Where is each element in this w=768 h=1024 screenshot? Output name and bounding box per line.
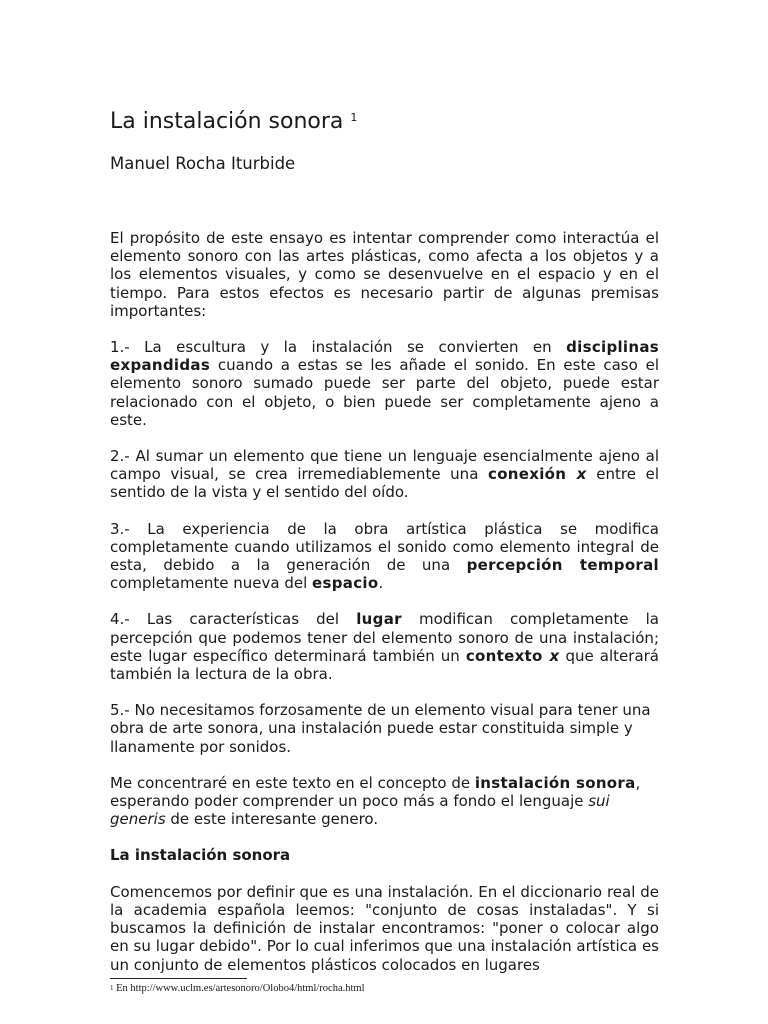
premise-2: 2.- Al sumar un elemento que tiene un lenguaje esencialmente ajeno al campo visual, se crea irremediablemente una conexión x entre el sentido de la vista y el sentido del oído. [110, 447, 659, 502]
emphasis-lugar: lugar [356, 610, 402, 629]
author-name: Manuel Rocha Iturbide [110, 154, 296, 173]
footnote [110, 982, 365, 995]
emphasis-instalacion-sonora: instalación sonora [474, 773, 636, 792]
emphasis-contexto: contexto x [465, 646, 560, 665]
premise-3: 3.- La experiencia de la obra artística plástica se modifica completamente cuando utilizamos el sonido como elemento integral de esta, debido a la generación de una percepción temporal completamente nueva del espacio. [110, 519, 659, 593]
emphasis-conexion: conexión x [488, 465, 587, 484]
footnote-text[interactable]: En http://www.uclm.es/artesonoro/Olobo4/html/rocha.html [113, 983, 365, 994]
premise-4: 4.- Las características del lugar modifican completamente la percepción que podemos tener del elemento sonoro de una instalación; este lugar específico determinará también un contexto x que alterará también la lectura de la obra. [110, 610, 659, 684]
document-body [110, 229, 659, 992]
footnote-divider [110, 978, 247, 979]
definition-paragraph: Comencemos por definir que es una instalación. En el diccionario real de la academia española leemos: "conjunto de cosas instaladas". Y si buscamos la definición de instalar encontramos: "poner o colocar algo en su lugar debido". Por lo cual inferimos que una instalación artística es un conjunto de elementos plásticos colocados en lugares [110, 882, 659, 974]
emphasis-percepcion-temporal: percepción temporal [466, 556, 659, 575]
document-title [110, 108, 357, 136]
emphasis-espacio: espacio [312, 574, 379, 593]
premise-1: 1.- La escultura y la instalación se convierten en disciplinas expandidas cuando a estas se les añade el sonido. En este caso el elemento sonoro sumado puede ser parte del objeto, puede estar relacionado con el objeto, o bien puede ser completamente ajeno a este. [110, 338, 659, 429]
emphasis-disciplinas-expandidas: disciplinas expandidas [110, 338, 659, 375]
title-footnote-ref[interactable]: 1 [350, 111, 358, 124]
emphasis-sui-generis: sui generis [110, 792, 610, 829]
footnote-mark: 1 [110, 984, 114, 992]
focus-paragraph: Me concentraré en este texto en el concepto de instalación sonora, esperando poder comprender un poco más a fondo el lenguaje sui generis de este interesante genero. [110, 773, 641, 829]
section-heading: La instalación sonora [110, 846, 291, 865]
title-text: La instalación sonora [110, 109, 344, 134]
premise-5: 5.- No necesitamos forzosamente de un elemento visual para tener una obra de arte sonora, una instalación puede estar constituida simple y llanamente por sonidos. [110, 701, 651, 756]
intro-paragraph: El propósito de este ensayo es intentar comprender como interactúa el elemento sonoro con las artes plásticas, como afecta a los objetos y a los elementos visuales, y como se desenvuelve en el espacio y en el tiempo. Para estos efectos es necesario partir de algunas premisas importantes: [110, 229, 659, 320]
